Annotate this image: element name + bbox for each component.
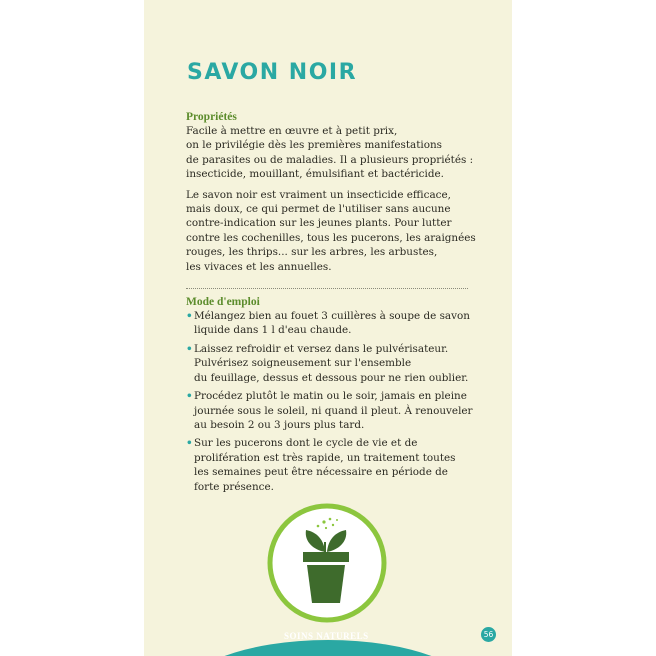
text-line: Le savon noir est vraiment un insecticide efficace, xyxy=(186,188,451,201)
text-line: contre-indication sur les jeunes plants. Pour lutter xyxy=(186,217,452,230)
section-heading-instructions: Mode d'emploi xyxy=(186,296,260,309)
text-line: prolifération est très rapide, un traitement toutes xyxy=(194,451,456,464)
text-line: journée sous le soleil, ni quand il pleut. À renouveler xyxy=(194,404,473,417)
text-line: au besoin 2 ou 3 jours plus tard. xyxy=(194,418,365,431)
list-item xyxy=(186,436,476,494)
book-page xyxy=(144,0,512,656)
text-line: contre les cochenilles, tous les pucerons, les araignées xyxy=(186,231,476,244)
text-line: de parasites ou de maladies. Il a plusieurs propriétés : xyxy=(186,153,474,166)
text-line: on le privilégie dès les premières manifestations xyxy=(186,139,442,152)
list-item xyxy=(186,309,476,338)
bullet-icon: • xyxy=(186,437,193,450)
text-line: Sur les pucerons dont le cycle de vie et de xyxy=(194,437,418,450)
text-line: Procédez plutôt le matin ou le soir, jamais en pleine xyxy=(194,390,467,403)
list-item xyxy=(186,389,476,432)
instructions-list xyxy=(186,309,476,494)
paragraph-intro xyxy=(186,124,476,182)
text-line: Pulvérisez soigneusement sur l'ensemble xyxy=(194,357,412,370)
text-line: du feuillage, dessus et dessous pour ne rien oublier. xyxy=(194,371,469,384)
text-line: mais doux, ce qui permet de l'utiliser sans aucune xyxy=(186,203,451,216)
text-line: liquide dans 1 l d'eau chaude. xyxy=(194,324,352,337)
text-line: les vivaces et les annuelles. xyxy=(186,260,332,273)
page-number: 56 xyxy=(481,627,496,642)
text-line: forte présence. xyxy=(194,480,274,493)
text-line: Facile à mettre en œuvre et à petit prix, xyxy=(186,125,398,137)
section-heading-properties: Propriétés xyxy=(186,111,237,123)
paragraph-efficacy xyxy=(186,188,476,274)
text-line: rouges, les thrips... sur les arbres, les arbustes, xyxy=(186,246,438,259)
dotted-divider xyxy=(186,288,468,289)
text-line: les semaines peut être nécessaire en période de xyxy=(194,466,448,479)
text-line: insecticide, mouillant, émulsifiant et bactéricide. xyxy=(186,168,444,181)
text-line: Laissez refroidir et versez dans le pulvérisateur. xyxy=(194,342,449,355)
bullet-icon: • xyxy=(186,310,193,323)
bullet-icon: • xyxy=(186,390,193,403)
footer-section-label: SOINS NATURELS xyxy=(284,631,369,641)
page-content xyxy=(186,110,476,498)
potted-plant-icon xyxy=(266,502,388,624)
list-item xyxy=(186,342,476,385)
bullet-icon: • xyxy=(186,342,193,355)
text-line: Mélangez bien au fouet 3 cuillères à soupe de savon xyxy=(194,310,470,323)
page-title: SAVON NOIR xyxy=(187,60,358,85)
